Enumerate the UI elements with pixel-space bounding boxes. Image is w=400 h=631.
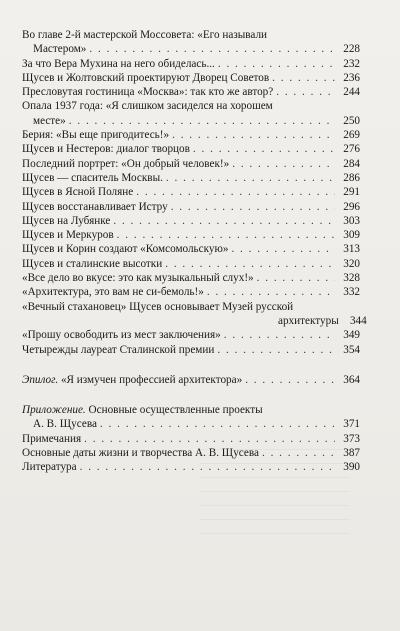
leader-dots <box>232 157 335 171</box>
toc-entry-epilogue <box>22 373 360 387</box>
toc-page-number: 320 <box>343 257 360 270</box>
toc-entry <box>22 185 360 199</box>
leader-dots <box>245 373 335 387</box>
toc-page-number: 328 <box>343 272 360 285</box>
toc-entry-title: «Все дело во вкусе: это как музыкальный слух!» <box>22 272 254 285</box>
toc-entry-label-italic: Эпилог. <box>22 373 59 386</box>
leader-dots <box>166 171 335 185</box>
toc-entry-label-italic: Приложение. <box>22 404 86 417</box>
toc-entry-title: Щусев восстанавливает Истру <box>22 200 168 213</box>
leader-dots <box>84 432 335 446</box>
toc-entry <box>22 200 360 214</box>
toc-entry <box>22 460 360 474</box>
toc-page-number: 236 <box>343 71 360 84</box>
toc-page-number: 286 <box>343 171 360 184</box>
table-of-contents <box>22 28 367 475</box>
toc-entry-title: «Вечный стахановец» Щусев основывает Музей русской <box>22 300 294 313</box>
toc-entry <box>22 57 360 71</box>
leader-dots <box>224 328 335 342</box>
toc-entry <box>22 228 360 242</box>
leader-dots <box>257 271 335 285</box>
leader-dots <box>117 228 335 242</box>
toc-entry-title: Во главе 2-й мастерской Моссовета: «Его называли <box>22 29 268 41</box>
toc-entry <box>22 271 360 285</box>
toc-entry-title: Щусев и Жолтовский проектируют Дворец Советов <box>22 71 270 84</box>
toc-entry-title: Литература <box>22 461 77 474</box>
leader-dots <box>165 257 335 271</box>
toc-entry <box>22 242 360 256</box>
toc-page-number: 303 <box>343 214 360 227</box>
toc-entry-title: Щусев и сталинские высотки <box>22 257 163 270</box>
toc-entry-title: Щусев — спаситель Москвы. <box>22 171 163 184</box>
toc-page-number: 250 <box>343 114 360 127</box>
toc-entry-title: «Я измучен профессией архитектора» <box>58 373 243 386</box>
leader-dots <box>136 185 335 199</box>
toc-page-number: 284 <box>343 157 360 170</box>
leader-dots <box>100 417 335 431</box>
toc-page-number: 269 <box>343 129 360 142</box>
toc-entry <box>22 157 360 171</box>
toc-entry-title: Щусев на Лубянке <box>22 214 111 227</box>
toc-entry-title: Четырежды лауреат Сталинской премии <box>22 343 215 356</box>
toc-entry <box>22 99 360 128</box>
toc-entry-title: Примечания <box>22 432 82 445</box>
leader-dots <box>276 85 335 99</box>
leader-dots <box>171 200 335 214</box>
toc-entry-title-cont: архитектуры <box>278 314 339 327</box>
toc-entry-title: Щусев и Корин создают «Комсомольскую» <box>22 243 229 256</box>
toc-page-number: 309 <box>343 229 360 242</box>
leader-dots <box>172 128 335 142</box>
toc-entry <box>22 285 360 299</box>
toc-entry <box>22 343 360 357</box>
toc-page-number: 296 <box>343 200 360 213</box>
toc-entry-title: Основные даты жизни и творчества А. В. Щусева <box>22 447 259 460</box>
leader-dots <box>89 42 335 56</box>
toc-page-number: 244 <box>343 86 360 99</box>
toc-entry <box>22 214 360 228</box>
toc-entry-title: Пресловутая гостиница «Москва»: так кто же автор? <box>22 86 274 99</box>
toc-page-number: 387 <box>343 447 360 460</box>
leader-dots <box>231 242 335 256</box>
toc-page-number: 364 <box>343 373 360 386</box>
toc-page-number: 313 <box>343 243 360 256</box>
leader-dots <box>262 446 335 460</box>
toc-entry-title-cont: Мастером» <box>33 43 87 56</box>
leader-dots <box>217 343 335 357</box>
toc-page-number: 332 <box>343 286 360 299</box>
toc-entry-title: Щусев в Ясной Поляне <box>22 186 134 199</box>
toc-page-number: 390 <box>343 461 360 474</box>
toc-entry-title: Щусев и Меркуров <box>22 229 114 242</box>
leader-dots <box>207 285 335 299</box>
toc-entry-appendix <box>22 403 360 432</box>
toc-entry-title: «Архитектура, это вам не си-бемоль!» <box>22 286 204 299</box>
leader-dots <box>272 71 335 85</box>
leader-dots <box>80 460 335 474</box>
toc-entry-title: Щусев и Нестеров: диалог творцов <box>22 143 190 156</box>
toc-entry <box>22 432 360 446</box>
toc-entry <box>22 300 367 329</box>
toc-entry <box>22 85 360 99</box>
toc-page-number: 373 <box>343 432 360 445</box>
toc-entry <box>22 142 360 156</box>
toc-entry-title-cont: месте» <box>33 114 66 127</box>
toc-entry <box>22 128 360 142</box>
leader-dots <box>193 142 335 156</box>
toc-page-number: 371 <box>343 418 360 431</box>
toc-entry <box>22 71 360 85</box>
toc-entry <box>22 328 360 342</box>
toc-page-number: 232 <box>343 57 360 70</box>
toc-entry <box>22 257 360 271</box>
toc-page-number: 349 <box>343 329 360 342</box>
toc-page-number: 344 <box>349 314 367 327</box>
toc-entry <box>22 171 360 185</box>
leader-dots <box>218 57 335 71</box>
toc-page-number: 291 <box>343 186 360 199</box>
toc-page-number: 228 <box>343 43 360 56</box>
toc-entry-title: Основные осуществленные проекты <box>85 404 263 417</box>
leader-dots <box>113 214 335 228</box>
toc-page-number: 354 <box>343 343 360 356</box>
toc-entry-title: Берия: «Вы еще пригодитесь!» <box>22 129 170 142</box>
toc-entry-title: Опала 1937 года: «Я слишком засиделся на хорошем <box>22 100 273 113</box>
toc-entry-title-cont: А. В. Щусева <box>33 418 97 431</box>
leader-dots <box>69 114 335 128</box>
toc-entry-title: «Прошу освободить из мест заключения» <box>22 329 221 342</box>
toc-entry-title: За что Вера Мухина на него обиделась... <box>22 57 215 70</box>
toc-entry <box>22 28 360 57</box>
toc-entry-title: Последний портрет: «Он добрый человек!» <box>22 157 230 170</box>
toc-entry <box>22 446 360 460</box>
toc-page-number: 276 <box>343 143 360 156</box>
